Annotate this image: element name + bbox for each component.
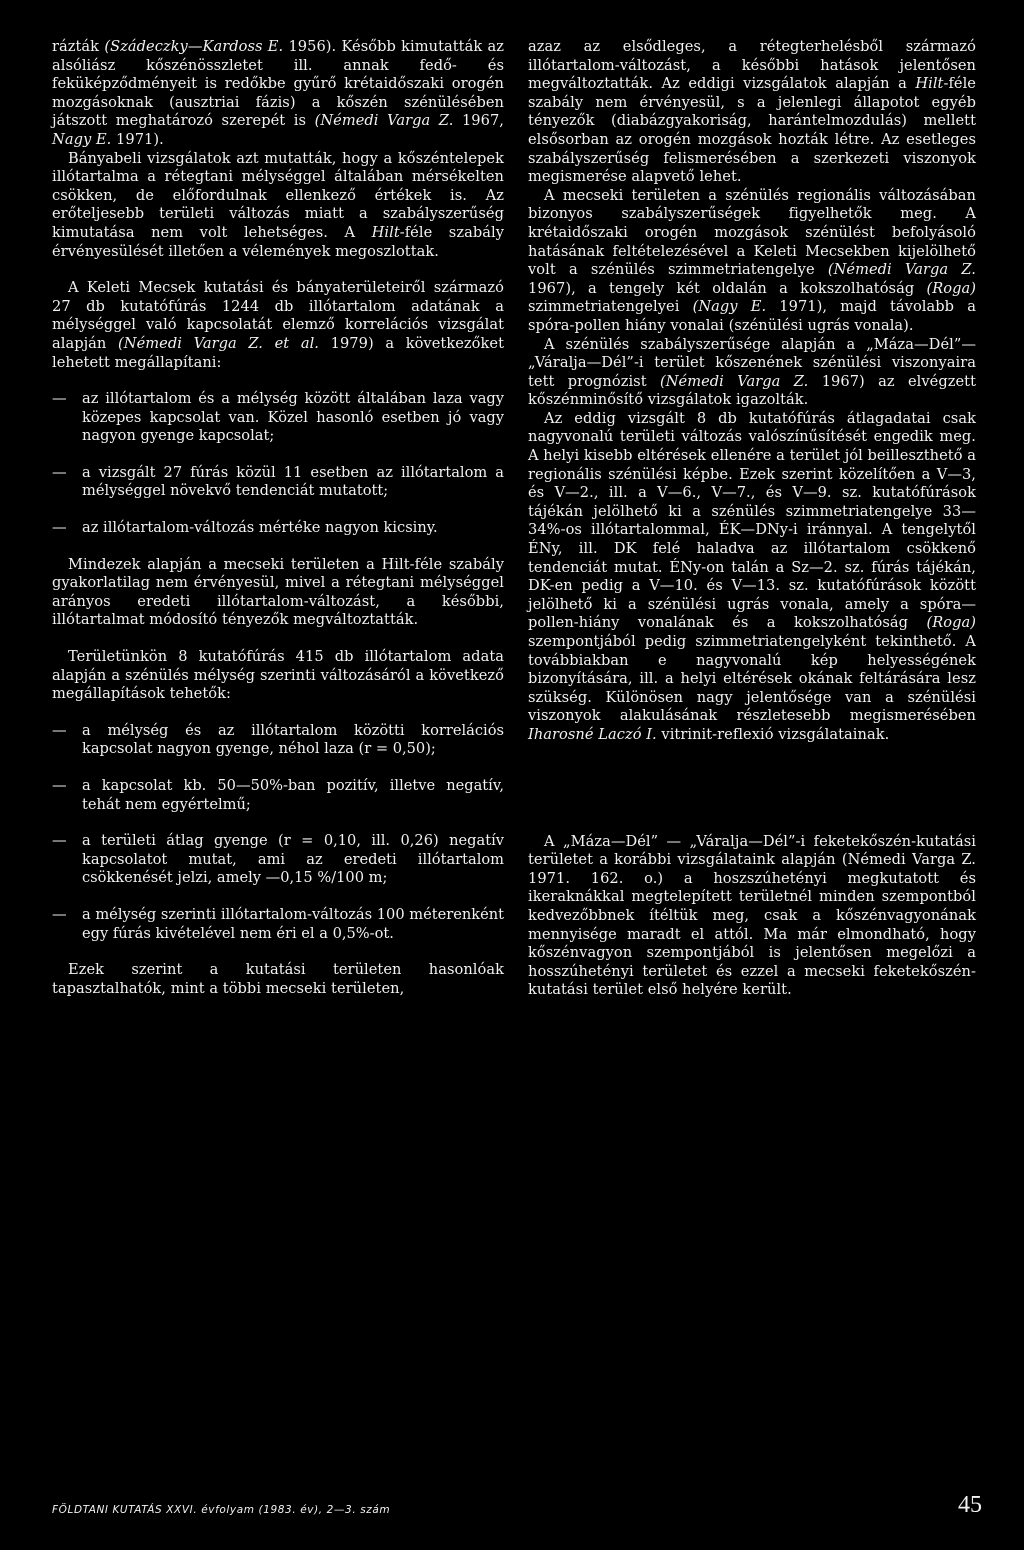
dash-marker: —: [52, 832, 67, 850]
dash-marker: —: [52, 721, 67, 739]
list: [52, 390, 504, 538]
dash-marker: —: [52, 390, 67, 408]
page-footer: [52, 1492, 982, 1522]
journal-citation: FÖLDTANI KUTATÁS XXVI. évfolyam (1983. év), 2—3. szám: [52, 1504, 391, 1516]
paragraph: A mecseki területen a szénülés regionális változásában bizonyos szabályszerűségek figyelhetők meg. A krétaidőszaki orogén mozgások szénülést befolyásoló hatásának feltételezésével a Keleti Mecsekben kijelölhető volt a szénülés szimmetriatengelye (Némedi Varga Z. 1967), a tengely két oldalán a kokszolhatóság (Roga) szimmetriatengelyei (Nagy E. 1971), majd távolabb a spóra-pollen hiány vonalai (szénülési ugrás vonala).: [528, 186, 976, 334]
paragraph: Mindezek alapján a mecseki területen a Hilt-féle szabály gyakorlatilag nem érvényesül, mivel a rétegtani mélységgel arányos eredeti illótartalom-változást, a későbbi, illótartalmat módosító tényezők megváltoztatták.: [52, 555, 504, 629]
paragraph: A szénülés szabályszerűsége alapján a „Máza—Dél”—„Váralja—Dél”-i terület kőszenének szénülési viszonyaira tett prognózist (Némedi Varga Z. 1967) az elvégzett kőszénminősítő vizsgálatok igazolták.: [528, 335, 977, 409]
paragraph: azaz az elsődleges, a rétegterhelésből származó illótartalom-változást, a későbbi hatások jelentősen megváltoztatták. Az eddigi vizsgálatok alapján a Hilt-féle szabály nem érvényesül, s a jelenlegi állapotot egyéb tényezők (diabázgyakoriság, harántelmozdulás) mellett elsősorban az orogén mozgások hozták létre. Az esetleges szabályszerűség felismerésében a szerkezeti viszonyok megismerése alapvető lehet.: [528, 38, 976, 186]
paragraph: Ezek szerint a kutatási területen hasonlóak tapasztalhatók, mint a többi mecseki területen,: [52, 961, 504, 997]
italic-reference: Hilt: [371, 223, 400, 241]
italic-reference: (Roga): [926, 279, 976, 297]
italic-reference: (Némedi Varga Z.: [659, 372, 809, 390]
italic-reference: (Némedi Varga Z.: [827, 261, 976, 279]
list-item: — a területi átlag gyenge (r = 0,10, ill. 0,26) negatív kapcsolatot mutat, ami az eredeti illótartalom csökkenését jelzi, amely —0,15 %/100 m;: [52, 832, 504, 887]
dash-marker: —: [52, 519, 67, 537]
paragraph: Az eddig vizsgált 8 db kutatófúrás átlagadatai csak nagyvonalú területi változás valószínűsítését engedik meg. A helyi kisebb eltérések ellenére a terület jól beilleszthető a regionális szénülési képbe. Ezek szerint közelítően a V—3, és V—2., ill. a V—6., V—7., és V—9. sz. kutatófúrások tájékán jelölhető ki a szénülés szimmetriatengelye 33—34%-os illótartalommal, ÉK—DNy-i iránnyal. A tengelytől ÉNy, ill. DK felé haladva az illótartalom csökkenő tendenciát mutat. ÉNy-on talán a Sz—2. sz. fúrás tájékán, DK-en pedig a V—10. és V—13. sz. kutatófúrások között jelölhető ki a szénülési ugrás vonala, amely a spóra—pollen-hiány vonalának és a kokszolhatóság (Roga) szempontjából pedig szimmetriatengelyként tekinthető. A továbbiakban e nagyvonalú kép helyességének bizonyítására, ill. a helyi eltérések okának feltárására lesz szükség. Különösen nagy jelentősége van a szénülési viszonyok alakulásának részletesebb megismerésében Iharosné Laczó I. vitrinit-reflexió vizsgálatainak.: [528, 409, 976, 743]
list-item: — a mélység és az illótartalom közötti korrelációs kapcsolat nagyon gyenge, néhol laza (r = 0,50);: [52, 721, 504, 758]
italic-reference: (Roga): [926, 614, 976, 632]
list-item: — a mélység szerinti illótartalom-változás 100 méterenként egy fúrás kivételével nem éri el a 0,5%-ot.: [52, 905, 504, 942]
paragraph: Bányabeli vizsgálatok azt mutatták, hogy a kőszéntelepek illótartalma a rétegtani mélységgel általában mérsékelten csökken, de előfordulnak ellenkező értékek is. Az erőteljesebb területi változás miatt a szabályszerűség kimutatása nem volt lehetséges. A Hilt-féle szabály érvényesülését illetően a vélemények megoszlottak.: [52, 149, 504, 260]
list-item: — a kapcsolat kb. 50—50%-ban pozitív, illetve negatív, tehát nem egyértelmű;: [52, 777, 504, 813]
dash-marker: —: [52, 463, 67, 481]
list: [52, 722, 504, 943]
right-column: [528, 38, 976, 1000]
dash-marker: —: [52, 905, 67, 923]
italic-reference: (Nagy E.: [692, 298, 767, 316]
italic-reference: Iharosné Laczó I.: [528, 725, 657, 743]
italic-reference: (Némedi Varga Z.: [314, 112, 454, 130]
list-item: — a vizsgált 27 fúrás közül 11 esetben az illótartalom a mélységgel növekvő tendenciát mutatott;: [52, 463, 504, 500]
page-number: 45: [958, 1492, 982, 1518]
paragraph: rázták (Szádeczky—Kardoss E. 1956). Később kimutatták az alsóliász kőszénösszletet ill. annak fedő- és feküképződményeit is redőkbe gyűrő krétaidőszaki orogén mozgásoknak (ausztriai fázis) a kőszén szénülésében játszott meghatározó szerepét is (Némedi Varga Z. 1967, Nagy E. 1971).: [52, 38, 505, 148]
paragraph: A Keleti Mecsek kutatási és bányaterületeiről származó 27 db kutatófúrás 1244 db illótartalom adatának a mélységgel való kapcsolatát elemző korrelációs vizsgálat alapján (Némedi Varga Z. et al. 1979) a következőket lehetett megállapítani:: [52, 279, 504, 371]
paragraph: A „Máza—Dél” — „Váralja—Dél”-i feketekőszén-kutatási területet a korábbi vizsgálataink alapján (Némedi Varga Z. 1971. 162. o.) a hoszszúhetényi megkutatott és ikeraknákkal megtelepített területnél minden szempontból kedvezőbbnek ítéltük meg, csak a kőszénvagyonának mennyisége maradt el attól. Ma már elmondható, hogy kőszénvagyon szempontjából is jelentősen megelőzi a hosszúhetényi területet és ezzel a mecseki feketekőszén-kutatási terület első helyére került.: [528, 832, 976, 999]
italic-reference: (Némedi Varga Z. et al.: [118, 334, 319, 352]
left-column: [52, 38, 504, 998]
italic-reference: Hilt: [915, 75, 944, 93]
italic-reference: Nagy E.: [52, 130, 112, 148]
italic-reference: (Szádeczky—Kardoss E.: [104, 38, 284, 55]
paragraph: Területünkön 8 kutatófúrás 415 db illótartalom adata alapján a szénülés mélység szerinti változásáról a következő megállapítások tehetők:: [52, 648, 504, 703]
list-item: — az illótartalom-változás mértéke nagyon kicsiny.: [52, 519, 438, 537]
list-item: — az illótartalom és a mélység között általában laza vagy közepes kapcsolat van. Közel hasonló esetben jó vagy nagyon gyenge kapcsolat;: [52, 390, 504, 445]
dash-marker: —: [52, 777, 67, 794]
